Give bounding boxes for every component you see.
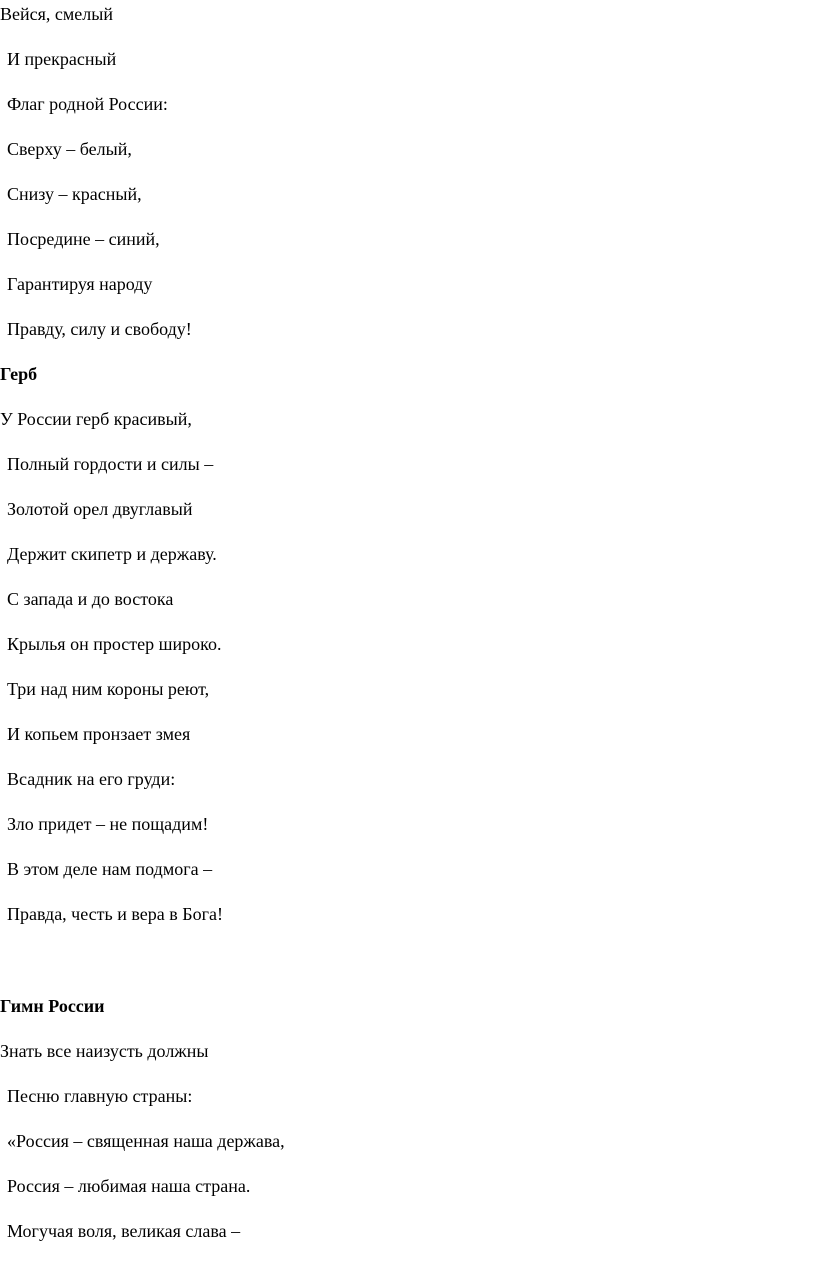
coat-of-arms-line: У России герб красивый, bbox=[0, 409, 192, 429]
coat-of-arms-line: Золотой орел двуглавый bbox=[7, 499, 193, 519]
flag-poem-line: Гарантируя народу bbox=[7, 274, 153, 294]
anthem-heading: Гимн России bbox=[0, 996, 105, 1016]
coat-of-arms-line: Полный гордости и силы – bbox=[7, 454, 214, 474]
coat-of-arms-line: Зло придет – не пощадим! bbox=[7, 814, 209, 834]
coat-of-arms-line: Крылья он простер широко. bbox=[7, 634, 222, 654]
flag-poem-line: Флаг родной России: bbox=[7, 94, 168, 114]
flag-poem-line: Снизу – красный, bbox=[7, 184, 142, 204]
anthem-line: «Россия – священная наша держава, bbox=[7, 1131, 285, 1151]
coat-of-arms-heading: Герб bbox=[0, 364, 38, 384]
flag-poem-line: Посредине – синий, bbox=[7, 229, 160, 249]
flag-poem-line: Сверху – белый, bbox=[7, 139, 132, 159]
flag-poem-line: Правду, силу и свободу! bbox=[7, 319, 192, 339]
anthem-line: Россия – любимая наша страна. bbox=[7, 1176, 251, 1196]
anthem-line: Могучая воля, великая слава – bbox=[7, 1221, 241, 1241]
coat-of-arms-line: Правда, честь и вера в Бога! bbox=[7, 904, 223, 924]
flag-poem-line: И прекрасный bbox=[7, 49, 117, 69]
coat-of-arms-line: Держит скипетр и державу. bbox=[7, 544, 217, 564]
coat-of-arms-line: С запада и до востока bbox=[7, 589, 174, 609]
flag-poem-line: Вейся, смелый bbox=[0, 4, 113, 24]
coat-of-arms-line: В этом деле нам подмога – bbox=[7, 859, 213, 879]
coat-of-arms-line: Три над ним короны реют, bbox=[7, 679, 210, 699]
coat-of-arms-line: И копьем пронзает змея bbox=[7, 724, 191, 744]
anthem-line: Знать все наизусть должны bbox=[0, 1041, 209, 1061]
coat-of-arms-line: Всадник на его груди: bbox=[7, 769, 176, 789]
anthem-line: Песню главную страны: bbox=[7, 1086, 193, 1106]
